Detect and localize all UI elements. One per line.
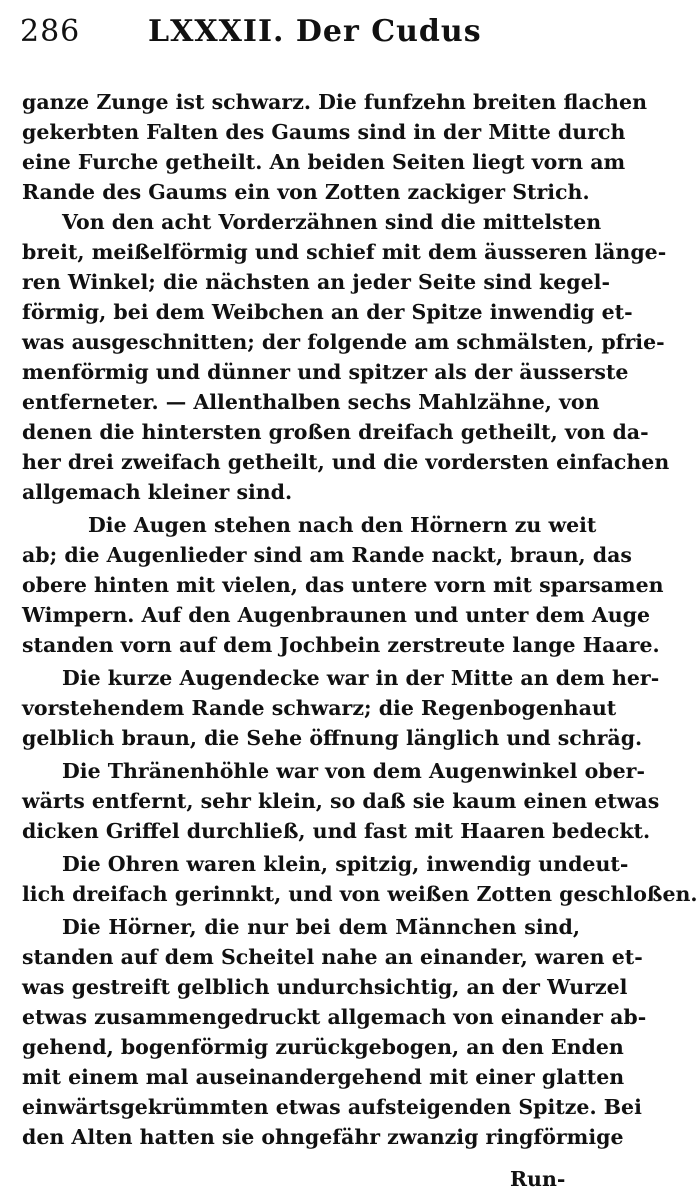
text-line: mit einem mal auseinandergehend mit einer glatten <box>22 1065 625 1089</box>
text-line: was gestreift gelblich undurchsichtig, an der Wurzel <box>22 975 628 999</box>
text-line: her drei zweifach getheilt, und die vordersten einfachen <box>22 450 670 474</box>
text-line: Wimpern. Auf den Augenbraunen und unter dem Auge <box>22 603 651 627</box>
text-line: standen vorn auf dem Jochbein zerstreute lange Haare. <box>22 633 660 657</box>
text-line: denen die hintersten großen dreifach getheilt, von da- <box>22 420 649 444</box>
text-line: menförmig und dünner und spitzer als der äusserste <box>22 360 629 384</box>
text-line: Von den acht Vorderzähnen sind die mittelsten <box>62 210 602 234</box>
text-line: breit, meißelförmig und schief mit dem äusseren länge- <box>22 240 667 264</box>
text-line: lich dreifach gerinnkt, und von weißen Zotten geschloßen. <box>22 882 698 906</box>
text-line: dicken Griffel durchließ, und fast mit Haaren bedeckt. <box>22 819 651 843</box>
text-line: obere hinten mit vielen, das untere vorn mit sparsamen <box>22 573 664 597</box>
text-line: vorstehendem Rande schwarz; die Regenbogenhaut <box>22 696 617 720</box>
text-line: standen auf dem Scheitel nahe an einander, waren et- <box>22 945 643 969</box>
text-line: den Alten hatten sie ohngefähr zwanzig ringförmige <box>22 1125 624 1149</box>
text-line: ren Winkel; die nächsten an jeder Seite sind kegel- <box>22 270 610 294</box>
text-line: ab; die Augenlieder sind am Rande nackt, braun, das <box>22 543 632 567</box>
text-line: Die Hörner, die nur bei dem Männchen sind, <box>62 915 580 939</box>
text-line: Die Ohren waren klein, spitzig, inwendig undeut- <box>62 852 629 876</box>
text-line: förmig, bei dem Weibchen an der Spitze inwendig et- <box>22 300 633 324</box>
text-line: was ausgeschnitten; der folgende am schmälsten, pfrie- <box>22 330 665 354</box>
text-line: eine Furche getheilt. An beiden Seiten liegt vorn am <box>22 150 626 174</box>
text-line: Die Augen stehen nach den Hörnern zu weit <box>88 513 597 537</box>
text-line: ganze Zunge ist schwarz. Die funfzehn breiten flachen <box>22 90 647 114</box>
text-line: etwas zusammengedruckt allgemach von einander ab- <box>22 1005 647 1029</box>
text-line: Die kurze Augendecke war in der Mitte an dem her- <box>62 666 660 690</box>
text-line: allgemach kleiner sind. <box>22 480 293 504</box>
page-number: 286 <box>20 14 81 49</box>
text-line: Die Thränenhöhle war von dem Augenwinkel ober- <box>62 759 645 783</box>
text-line: gelblich braun, die Sehe öffnung länglich und schräg. <box>22 726 643 750</box>
text-line: wärts entfernt, sehr klein, so daß sie kaum einen etwas <box>22 789 660 813</box>
running-head: LXXXII. Der Cudus <box>148 14 482 49</box>
catchword: Run- <box>510 1167 566 1191</box>
text-line: einwärtsgekrümmten etwas aufsteigenden Spitze. Bei <box>22 1095 642 1119</box>
text-line: entferneter. — Allenthalben sechs Mahlzähne, von <box>22 390 600 414</box>
text-line: Rande des Gaums ein von Zotten zackiger Strich. <box>22 180 590 204</box>
text-line: gehend, bogenförmig zurückgebogen, an den Enden <box>22 1035 624 1059</box>
text-line: gekerbten Falten des Gaums sind in der Mitte durch <box>22 120 626 144</box>
